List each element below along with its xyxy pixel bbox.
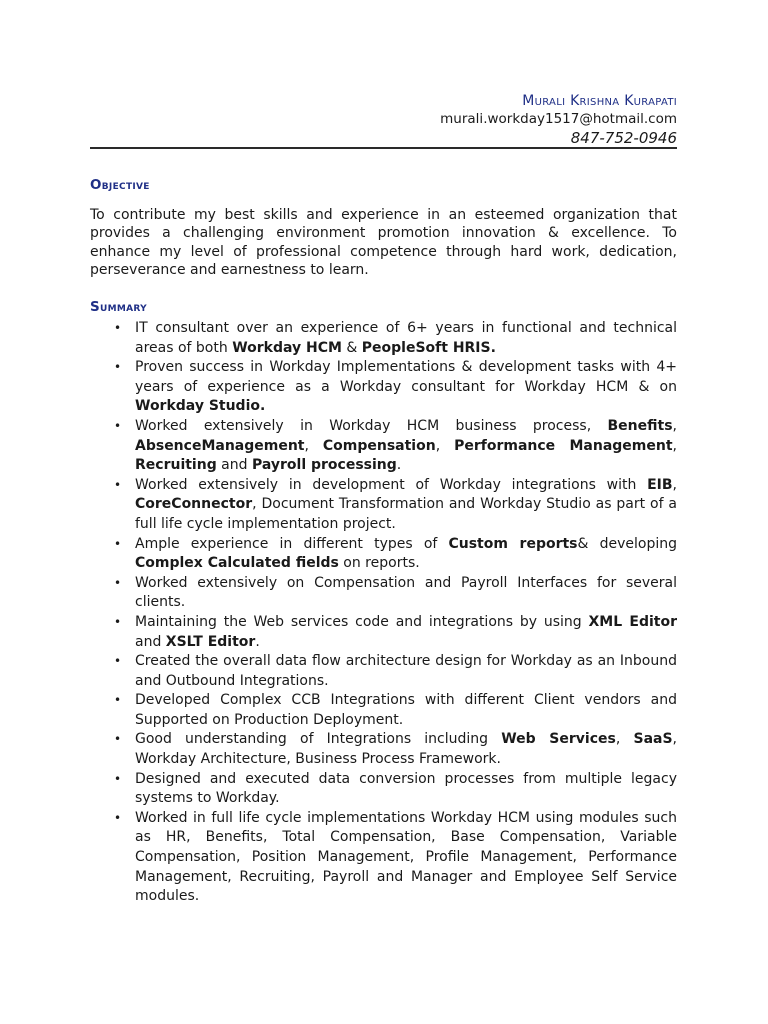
summary-keyword: CoreConnector xyxy=(135,496,253,513)
summary-text: and xyxy=(135,633,166,650)
summary-item xyxy=(90,691,677,730)
summary-keyword: Performance Management xyxy=(454,437,673,454)
email-address: murali.workday1517@hotmail.com xyxy=(440,111,677,127)
summary-item xyxy=(90,652,677,691)
summary-list xyxy=(90,319,677,907)
summary-text: , xyxy=(672,476,677,493)
bullet-icon: • xyxy=(114,418,122,433)
bullet-icon: • xyxy=(114,321,122,335)
summary-keyword: XSLT Editor xyxy=(165,633,256,650)
summary-text: Worked extensively in development of Workday integrations with xyxy=(135,476,648,493)
summary-text: . xyxy=(255,633,260,650)
summary-text: Designed and executed data conversion processes from multiple legacy systems to Workday. xyxy=(135,770,677,807)
bullet-icon: • xyxy=(114,810,122,825)
contact-header xyxy=(440,92,677,148)
summary-keyword: Custom reports xyxy=(448,535,578,552)
summary-item xyxy=(90,730,677,769)
summary-text: , xyxy=(615,731,634,748)
summary-text: Proven success in Workday Implementations & development tasks with 4+ years of experience as a Workday consultant for Workday HCM & on xyxy=(135,359,677,395)
summary-keyword: AbsenceManagement xyxy=(135,437,305,454)
bullet-icon: • xyxy=(114,477,122,492)
summary-text: Maintaining the Web services code and integrations by using xyxy=(135,613,589,630)
bullet-icon: • xyxy=(114,693,122,708)
summary-item xyxy=(90,358,677,417)
summary-text: Developed Complex CCB Integrations with different Client vendors and Supported on Production Deployment. xyxy=(135,692,677,728)
bullet-icon: • xyxy=(114,654,122,669)
summary-text: , xyxy=(435,437,455,454)
summary-text: Created the overall data flow architecture design for Workday as an Inbound and Outbound Integrations. xyxy=(135,653,677,689)
summary-keyword: EIB xyxy=(647,476,673,493)
summary-text: Worked extensively in Workday HCM business process, xyxy=(135,417,608,434)
bullet-icon: • xyxy=(114,575,122,590)
header-divider xyxy=(90,147,677,149)
summary-item xyxy=(90,574,677,613)
objective-paragraph: To contribute my best skills and experience in an esteemed organization that provides a challenging environment promotion innovation & excellence. To enhance my level of professional competence through hard work, dedication, perseverance and earnestness to learn. xyxy=(90,207,677,279)
summary-keyword: XML Editor xyxy=(588,613,678,630)
summary-keyword: PeopleSoft HRIS. xyxy=(361,339,496,356)
bullet-icon: • xyxy=(114,360,122,375)
summary-text: Ample experience in different types of xyxy=(135,535,449,552)
summary-text: and xyxy=(216,457,252,474)
summary-text: & developing xyxy=(577,535,677,552)
summary-text: Good understanding of Integrations including xyxy=(135,731,502,748)
summary-keyword: Web Services xyxy=(501,731,616,748)
summary-text: , Workday Architecture, Business Process Framework. xyxy=(135,731,677,768)
summary-item xyxy=(90,319,677,358)
bullet-icon: • xyxy=(114,771,122,786)
phone-number: 847-752-0946 xyxy=(570,129,677,147)
summary-heading: Summary xyxy=(90,299,147,315)
summary-text: , Document Transformation and Workday Studio as part of a full life cycle implementation project. xyxy=(135,496,677,532)
summary-text: IT consultant over an experience of 6+ years in functional and technical areas of both xyxy=(135,320,677,356)
candidate-name: Murali Krishna Kurapati xyxy=(522,93,677,109)
bullet-icon: • xyxy=(114,536,122,551)
objective-heading: Objective xyxy=(90,177,150,193)
summary-text: , xyxy=(304,437,323,454)
summary-text: on reports. xyxy=(338,555,420,572)
summary-item xyxy=(90,535,677,574)
summary-keyword: Workday Studio. xyxy=(135,398,266,415)
summary-keyword: Recruiting xyxy=(135,457,217,474)
summary-text: Worked extensively on Compensation and Payroll Interfaces for several clients. xyxy=(135,574,677,611)
summary-keyword: Payroll processing xyxy=(251,457,397,474)
bullet-icon: • xyxy=(114,614,122,629)
summary-text: Worked in full life cycle implementations Workday HCM using modules such as HR, Benefits, Total Compensation, Base Compensation, Variable Compensation, Position Management, Profile Management, Performance Management, Recruiting, Payroll and Manager and Employee Self Service modules. xyxy=(135,809,677,905)
summary-keyword: SaaS xyxy=(633,731,673,748)
summary-keyword: Compensation xyxy=(322,437,436,454)
summary-text: . xyxy=(396,457,402,474)
bullet-icon: • xyxy=(114,732,122,747)
summary-keyword: Complex Calculated fields xyxy=(135,555,339,572)
summary-item xyxy=(90,809,677,907)
summary-item xyxy=(90,417,677,476)
summary-text: & xyxy=(341,339,362,356)
summary-keyword: Workday HCM xyxy=(232,339,342,356)
summary-text: , xyxy=(672,417,677,434)
summary-item xyxy=(90,613,677,652)
summary-item xyxy=(90,476,677,535)
summary-item xyxy=(90,770,677,809)
summary-text: , xyxy=(672,437,677,454)
summary-keyword: Benefits xyxy=(607,417,673,434)
